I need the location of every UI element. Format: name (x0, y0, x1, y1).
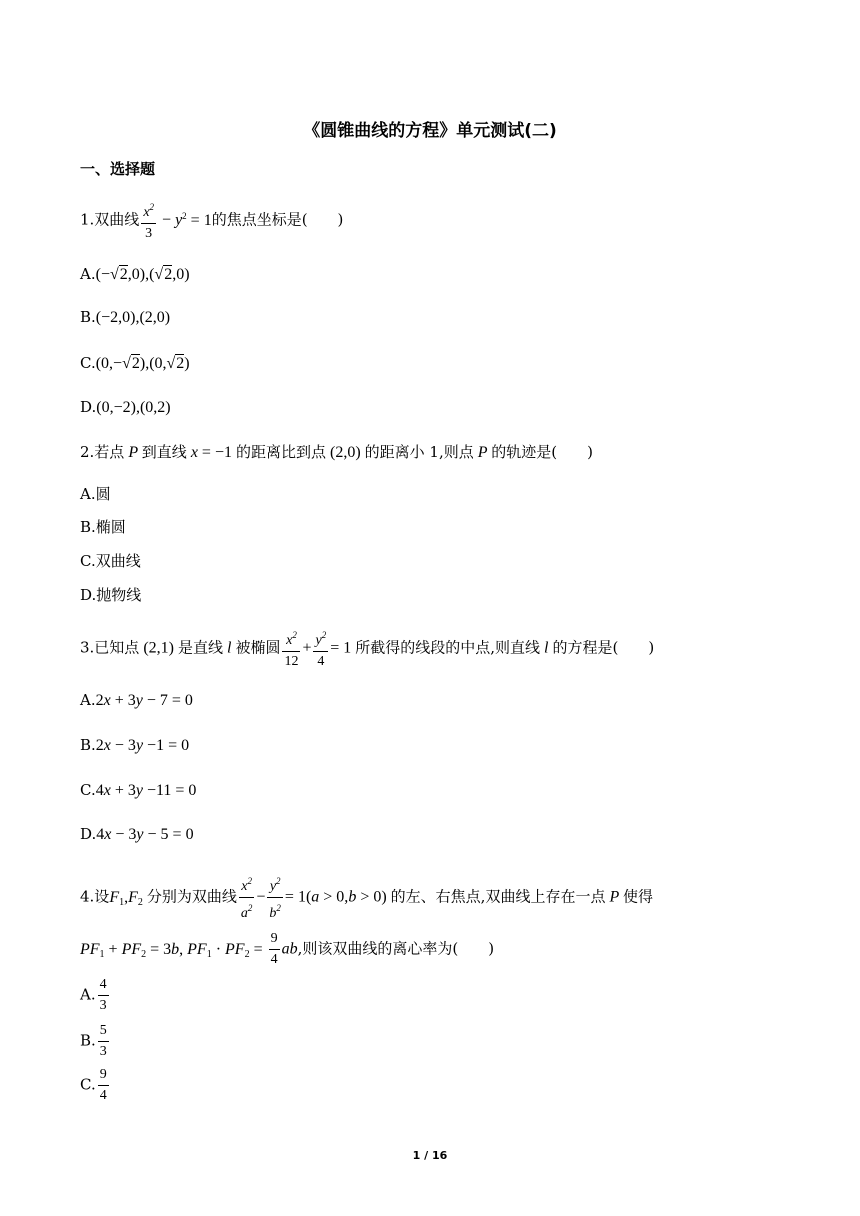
fraction: $\frac{9}{4}$ (99, 1067, 107, 1103)
question-1-stem: 1.双曲线 $\frac{x^2}{3}$ − $y^2 = 1$的焦点坐标是( ) (80, 198, 343, 243)
question-4-option-c: C. $\frac{9}{4}$ (80, 1067, 107, 1103)
section-heading: 一、选择题 (80, 160, 156, 178)
question-2-option-c: C.双曲线 (80, 552, 141, 570)
question-3-option-a: A.2x + 3y − 7 = 0 (80, 691, 193, 709)
question-4-stem: 4.设$F_1,F_2$ 分别为双曲线 $\frac{x^2}{a^2}$ − $\frac{y^2}{b^2}$ = 1(a > 0,b > 0) 的左、右焦点,双曲线上存在一点 P 使得 (80, 872, 653, 923)
fraction: $\frac{y^2}{b^2}$ (269, 876, 281, 921)
question-2-option-b: B.椭圆 (80, 518, 126, 536)
fraction: $\frac{9}{4}$ (270, 931, 278, 967)
fraction: $\frac{x^2}{a^2}$ (240, 876, 253, 921)
fraction: $\frac{5}{3}$ (99, 1023, 107, 1059)
fraction: $\frac{x^2}{3}$ (143, 202, 155, 241)
fraction: $\frac{y^2}{4}$ (315, 630, 327, 669)
fraction: $\frac{4}{3}$ (99, 977, 107, 1013)
page-number: 1 / 16 (412, 1149, 448, 1162)
question-3-option-b: B.2x − 3y −1 = 0 (80, 736, 190, 754)
question-3-option-d: D.4x − 3y − 5 = 0 (80, 825, 194, 843)
question-1-option-a: A.(−√2,0),(√2,0) (80, 265, 190, 283)
question-4-option-b: B. $\frac{5}{3}$ (80, 1023, 107, 1059)
question-2-option-d: D.抛物线 (80, 586, 142, 604)
question-3-option-c: C.4x + 3y −11 = 0 (80, 781, 197, 799)
question-4-stem-line-2: $PF_1 + PF_2 = 3b$, $PF_1 \cdot PF_2$ = $\frac{9}{4}$ ab,则该双曲线的离心率为( ) (80, 931, 495, 967)
question-4-option-a: A. $\frac{4}{3}$ (80, 977, 107, 1013)
question-3-stem: 3.已知点 (2,1) 是直线 l 被椭圆 $\frac{x^2}{12}$ + $\frac{y^2}{4}$ = 1 所截得的线段的中点,则直线 l 的方程是( ) (80, 626, 654, 671)
question-2-option-a: A.圆 (80, 485, 111, 503)
question-2-stem: 2.若点 P 到直线 x = −1 的距离比到点 (2,0) 的距离小 1,则点 P 的轨迹是( ) (80, 443, 593, 461)
fraction: $\frac{x^2}{12}$ (284, 630, 299, 669)
question-1-option-c: C.(0,−√2),(0,√2) (80, 354, 190, 372)
question-1-option-b: B.(−2,0),(2,0) (80, 308, 171, 326)
document-title: 《圆锥曲线的方程》单元测试(二) (303, 121, 557, 141)
question-1-option-d: D.(0,−2),(0,2) (80, 398, 171, 416)
